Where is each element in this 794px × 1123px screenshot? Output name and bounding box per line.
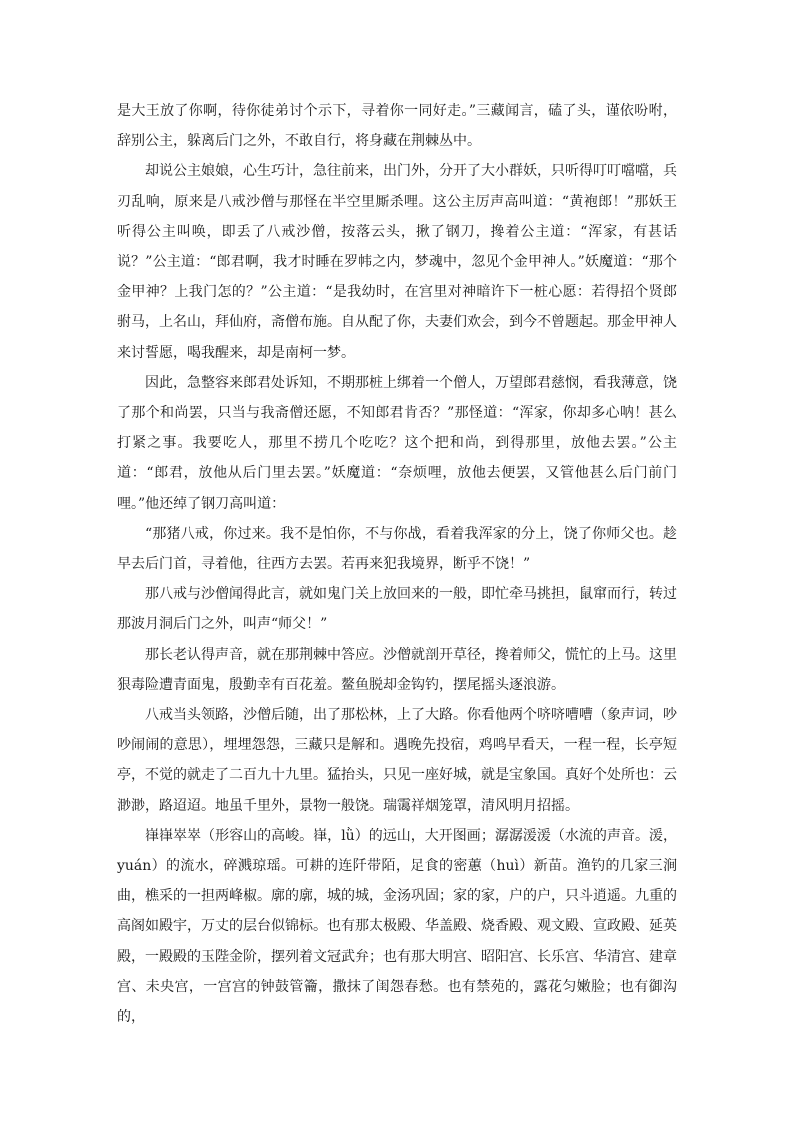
paragraph-3: 因此，急整容来郎君处诉知，不期那桩上绑着一个僧人，万望郎君慈悯，看我薄意，饶了那个和尚罢，只当与我斋僧还愿，不知郎君肯否？”那怪道：“浑家，你却多心呐！甚么打紧之事。我要吃人，那里不捞几个吃吃？这个把和尚，到得那里，放他去罢。”公主道：“郎君，放他从后门里去罢。”妖魔道：“奈烦哩，放他去便罢，又管他甚么后门前门哩。”他还绰了钢刀高叫道： xyxy=(117,374,677,512)
paragraph-1: 是大王放了你啊，待你徒弟讨个示下，寻着你一同好走。”三藏闻言，磕了头，谨依吩咐，辞别公主，躲离后门之外，不敢自行，将身藏在荆棘丛中。 xyxy=(117,103,677,150)
paragraph-4: “那猪八戒，你过来。我不是怕你，不与你战，看着我浑家的分上，饶了你师父也。趁早去后门首，寻着他，往西方去罢。若再来犯我境界，断乎不饶！” xyxy=(117,525,677,573)
paragraph-2: 却说公主娘娘，心生巧计，急往前来，出门外，分开了大小群妖，只听得叮叮噹噹，兵刃乱响，原来是八戒沙僧与那怪在半空里厮杀哩。这公主厉声高叫道：“黄袍郎！”那妖王听得公主叫唤，即丢了八戒沙僧，按落云头，揪了钢刀，搀着公主道：“浑家，有甚话说？”公主道：“郎君啊，我才时睡在罗帏之内，梦魂中，忽见个金甲神人。”妖魔道：“那个金甲神？上我门怎的？”公主道：“是我幼时，在宫里对神暗许下一桩心愿：若得招个贤郎驸马，上名山，拜仙府，斋僧布施。自从配了你，夫妻们欢会，到今不曾题起。那金甲神人来讨誓愿，喝我醒来，却是南柯一梦。 xyxy=(117,163,677,361)
document-body xyxy=(117,96,677,1032)
paragraph-8: 嵂嵂崒崒（形容山的高峻。嵂，lǜ）的远山，大开图画；潺潺湲湲（水流的声音。湲，yuán）的流水，碎溅琼瑶。可耕的连阡带陌，足食的密蕙（huì）新苗。渔钓的几家三涧曲，樵采的一担两峰椒。廓的廓，城的城，金汤巩固；家的家，户的户，只斗逍遥。九重的高阁如殿宇，万丈的层台似锦标。也有那太极殿、华盖殿、烧香殿、观文殿、宣政殿、延英殿，一殿殿的玉陛金阶，摆列着文冠武弁；也有那大明宫、昭阳宫、长乐宫、华清宫、建章宫、未央宫，一宫宫的钟鼓管籥，撒抹了闺怨春愁。也有禁苑的，露花匀嫩脸；也有御沟的， xyxy=(117,827,677,1026)
paragraph-6: 那长老认得声音，就在那荆棘中答应。沙僧就剖开草径，搀着师父，慌忙的上马。这里狠毒险遭青面鬼，殷勤幸有百花羞。鳌鱼脱却金钩钓，摆尾摇头逐浪游。 xyxy=(117,646,677,693)
paragraph-7: 八戒当头领路，沙僧后随，出了那松林，上了大路。你看他两个哜哜嘈嘈（象声词，吵吵闹闹的意思），埋埋怨怨，三藏只是解和。遇晚先投宿，鸡鸣早看天，一程一程，长亭短亭，不觉的就走了二百九十九里。猛抬头，只见一座好城，就是宝象国。真好个处所也：云渺渺，路迢迢。地虽千里外，景物一般饶。瑞霭祥烟笼罩，清风明月招摇。 xyxy=(117,707,677,814)
paragraph-5: 那八戒与沙僧闻得此言，就如鬼门关上放回来的一般，即忙牵马挑担，鼠窜而行，转过那波月洞后门之外，叫声“师父！” xyxy=(117,586,677,633)
